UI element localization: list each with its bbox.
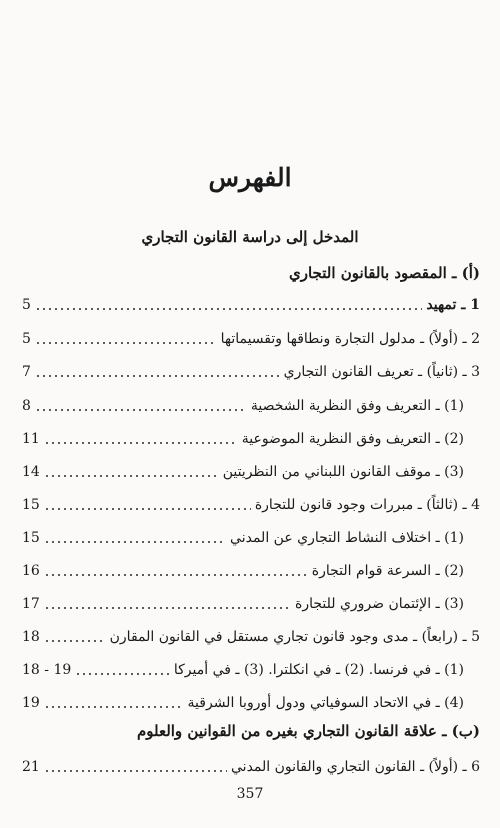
toc-leader-dots [44,770,227,772]
toc-subentry[interactable] [22,396,464,416]
toc-entry-title: (1) ـ في فرنسا. (2) ـ في انكلترا. (3) ـ في أميركا [173,662,464,678]
toc-entry-title: 6 ـ (أولاً) ـ القانون التجاري والقانون المدني [231,759,480,775]
toc-leader-dots [35,308,422,310]
toc-entry-page: 5 [22,297,31,313]
toc-leader-dots [44,541,226,543]
toc-entry[interactable] [22,495,480,515]
toc-entry-page: 14 [22,464,40,480]
toc-entry-page: 17 [22,596,40,612]
toc-entry-title: (3) ـ الإئتمان ضروري للتجارة [294,596,464,612]
toc-entry-title: (2) ـ التعريف وفق النظرية الموضوعية [241,431,464,447]
toc-entry-page: 15 [22,497,40,513]
toc-entry-title: 5 ـ (رابعاً) ـ مدى وجود قانون تجاري مستقل في القانون المقارن [109,629,480,645]
toc-subentry[interactable] [22,462,464,482]
toc-entry[interactable] [22,627,480,647]
toc-entry-page: 8 [22,398,31,414]
part-a-heading: (أ) ـ المقصود بالقانون التجاري [289,264,480,282]
toc-entry-title: (1) ـ اختلاف النشاط التجاري عن المدني [230,530,464,546]
toc-entry-page: 19 [22,695,40,711]
toc-entry-title: 4 ـ (ثالثاً) ـ مبررات وجود قانون للتجارة [254,497,480,513]
part-b-heading: (ب) ـ علاقة القانون التجاري بغيره من القوانين والعلوم [136,722,480,740]
toc-entry[interactable] [22,295,480,315]
toc-entry-page: 15 [22,530,40,546]
toc-leader-dots [35,342,217,344]
toc-entry-page: 21 [22,759,40,775]
toc-entry-page: 18 [22,629,40,645]
toc-entry-title: 1 ـ تمهيد [426,297,480,313]
toc-entry-title: 2 ـ (أولاً) ـ مدلول التجارة ونطاقها وتقسيماتها [220,331,480,347]
toc-entry[interactable] [22,329,480,349]
toc-leader-dots [44,508,251,510]
toc-leader-dots [44,574,308,576]
toc-leader-dots [44,706,184,708]
toc-subentry[interactable] [22,429,464,449]
toc-subentry[interactable] [22,528,464,548]
toc-leader-dots [44,640,106,642]
toc-entry-title: 3 ـ (ثانياً) ـ تعريف القانون التجاري [283,364,480,380]
toc-leader-dots [44,475,219,477]
toc-leader-dots [75,673,170,675]
page-title: الفهرس [208,163,292,192]
section-title: المدخل إلى دراسة القانون التجاري [141,228,359,246]
toc-leader-dots [44,607,291,609]
toc-subentry[interactable] [22,594,464,614]
toc-entry-title: (4) ـ في الاتحاد السوفياتي ودول أوروبا الشرقية [187,695,464,711]
toc-entry-title: (2) ـ السرعة قوام التجارة [311,563,464,579]
toc-entry-page: 11 [22,431,40,447]
page-number: 357 [236,786,264,802]
toc-leader-dots [35,409,247,411]
toc-subentry[interactable] [22,693,464,713]
toc-leader-dots [44,442,238,444]
toc-entry-page: 18 - 19 [22,662,72,678]
toc-entry-page: 16 [22,563,40,579]
toc-entry-page: 5 [22,331,31,347]
toc-subentry[interactable] [22,660,464,680]
toc-entry[interactable] [22,757,480,777]
toc-entry-title: (3) ـ موقف القانون اللبناني من النظريتين [222,464,464,480]
toc-subentry[interactable] [22,561,464,581]
toc-leader-dots [35,375,280,377]
toc-entry[interactable] [22,362,480,382]
toc-entry-page: 7 [22,364,31,380]
toc-entry-title: (1) ـ التعريف وفق النظرية الشخصية [250,398,464,414]
